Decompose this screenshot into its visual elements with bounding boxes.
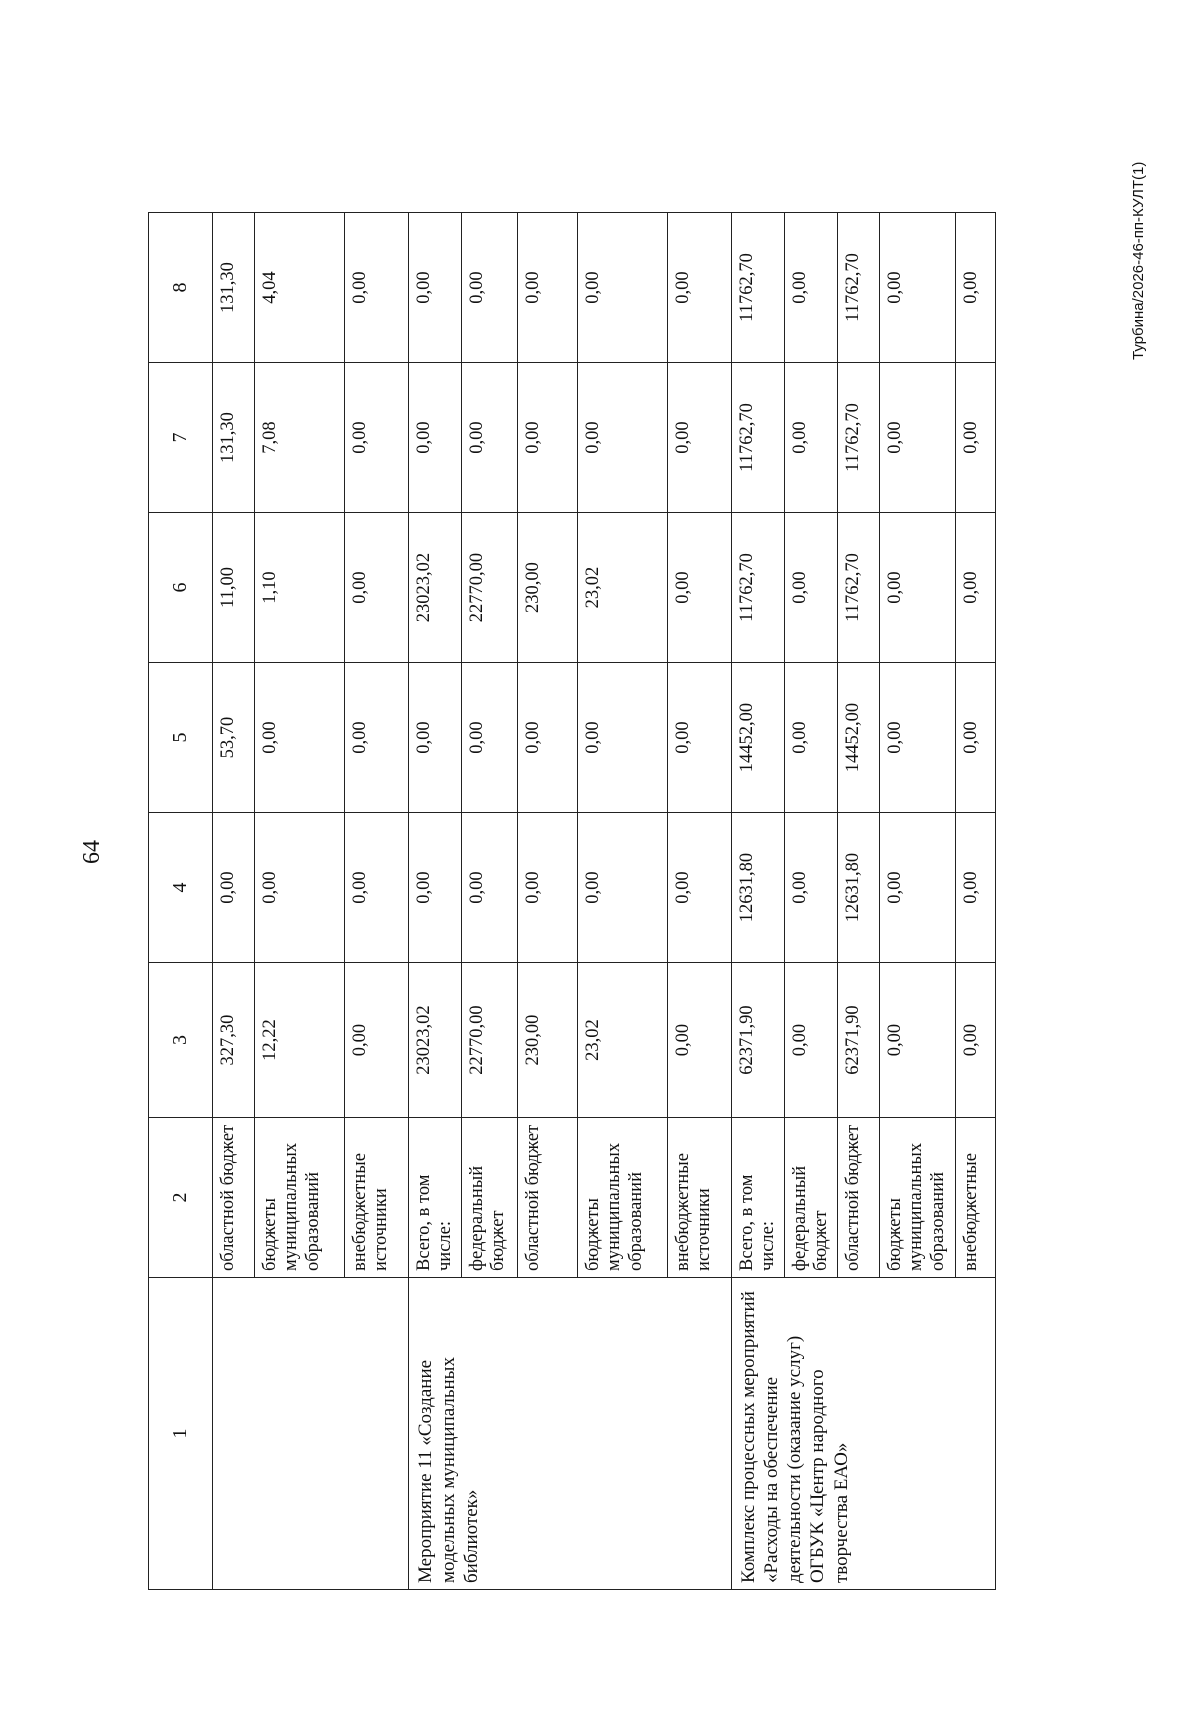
column-header-1: 1 bbox=[149, 1278, 213, 1590]
group-title-cell bbox=[213, 1278, 409, 1590]
amount-cell: 0,00 bbox=[784, 363, 837, 513]
document-code: Турбина/2026-46-пп-КУЛТ(1) bbox=[1130, 161, 1147, 360]
amount-cell: 0,00 bbox=[461, 663, 517, 813]
amount-cell: 62371,90 bbox=[837, 963, 879, 1118]
amount-cell: 14452,00 bbox=[837, 663, 879, 813]
amount-cell: 0,00 bbox=[517, 213, 577, 363]
amount-cell: 131,30 bbox=[213, 213, 255, 363]
amount-cell: 11,00 bbox=[213, 513, 255, 663]
amount-cell: 12,22 bbox=[255, 963, 345, 1118]
amount-cell: 0,00 bbox=[577, 663, 667, 813]
amount-cell: 0,00 bbox=[345, 363, 409, 513]
amount-cell: 4,04 bbox=[255, 213, 345, 363]
amount-cell: 23023,02 bbox=[409, 963, 462, 1118]
amount-cell: 0,00 bbox=[784, 213, 837, 363]
amount-cell: 23,02 bbox=[577, 963, 667, 1118]
amount-cell: 12631,80 bbox=[731, 813, 784, 963]
amount-cell: 0,00 bbox=[784, 513, 837, 663]
amount-cell: 11762,70 bbox=[837, 213, 879, 363]
funding-source-cell: бюджеты муниципальных образований bbox=[879, 1118, 955, 1278]
amount-cell: 0,00 bbox=[667, 813, 731, 963]
amount-cell: 0,00 bbox=[409, 663, 462, 813]
amount-cell: 0,00 bbox=[409, 363, 462, 513]
funding-source-cell: федеральный бюджет bbox=[784, 1118, 837, 1278]
column-header-7: 7 bbox=[149, 363, 213, 513]
amount-cell: 0,00 bbox=[784, 663, 837, 813]
amount-cell: 7,08 bbox=[255, 363, 345, 513]
amount-cell: 0,00 bbox=[667, 363, 731, 513]
amount-cell: 12631,80 bbox=[837, 813, 879, 963]
amount-cell: 0,00 bbox=[255, 813, 345, 963]
funding-source-cell: внебюджетные bbox=[955, 1118, 995, 1278]
amount-cell: 62371,90 bbox=[731, 963, 784, 1118]
amount-cell: 0,00 bbox=[955, 513, 995, 663]
table-row bbox=[731, 213, 784, 1590]
amount-cell: 0,00 bbox=[461, 213, 517, 363]
column-header-8: 8 bbox=[149, 213, 213, 363]
amount-cell: 11762,70 bbox=[837, 363, 879, 513]
amount-cell: 0,00 bbox=[955, 813, 995, 963]
amount-cell: 11762,70 bbox=[731, 363, 784, 513]
amount-cell: 0,00 bbox=[667, 513, 731, 663]
amount-cell: 1,10 bbox=[255, 513, 345, 663]
amount-cell: 0,00 bbox=[879, 813, 955, 963]
amount-cell: 0,00 bbox=[345, 813, 409, 963]
funding-source-cell: бюджеты муниципальных образований bbox=[255, 1118, 345, 1278]
funding-source-cell: областной бюджет bbox=[213, 1118, 255, 1278]
funding-source-cell: бюджеты муниципальных образований bbox=[577, 1118, 667, 1278]
funding-source-cell: Всего, в том числе: bbox=[409, 1118, 462, 1278]
amount-cell: 0,00 bbox=[879, 963, 955, 1118]
amount-cell: 0,00 bbox=[879, 213, 955, 363]
column-header-4: 4 bbox=[149, 813, 213, 963]
funding-source-cell: областной бюджет bbox=[837, 1118, 879, 1278]
amount-cell: 0,00 bbox=[255, 663, 345, 813]
amount-cell: 14452,00 bbox=[731, 663, 784, 813]
table-row bbox=[213, 213, 255, 1590]
amount-cell: 230,00 bbox=[517, 963, 577, 1118]
amount-cell: 0,00 bbox=[461, 813, 517, 963]
amount-cell: 0,00 bbox=[577, 813, 667, 963]
funding-source-cell: внебюджетные источники bbox=[345, 1118, 409, 1278]
funding-source-cell: федеральный бюджет bbox=[461, 1118, 517, 1278]
amount-cell: 22770,00 bbox=[461, 963, 517, 1118]
amount-cell: 0,00 bbox=[955, 363, 995, 513]
amount-cell: 0,00 bbox=[955, 663, 995, 813]
amount-cell: 53,70 bbox=[213, 663, 255, 813]
amount-cell: 22770,00 bbox=[461, 513, 517, 663]
amount-cell: 0,00 bbox=[577, 363, 667, 513]
amount-cell: 11762,70 bbox=[837, 513, 879, 663]
amount-cell: 0,00 bbox=[577, 213, 667, 363]
amount-cell: 0,00 bbox=[345, 963, 409, 1118]
amount-cell: 0,00 bbox=[879, 663, 955, 813]
page-number: 64 bbox=[79, 840, 105, 864]
amount-cell: 0,00 bbox=[667, 213, 731, 363]
amount-cell: 0,00 bbox=[784, 963, 837, 1118]
amount-cell: 0,00 bbox=[345, 513, 409, 663]
table-row bbox=[409, 213, 462, 1590]
amount-cell: 23,02 bbox=[577, 513, 667, 663]
amount-cell: 0,00 bbox=[784, 813, 837, 963]
amount-cell: 0,00 bbox=[461, 363, 517, 513]
amount-cell: 0,00 bbox=[879, 363, 955, 513]
column-header-6: 6 bbox=[149, 513, 213, 663]
funding-source-cell: внебюджетные источники bbox=[667, 1118, 731, 1278]
amount-cell: 0,00 bbox=[517, 663, 577, 813]
column-header-5: 5 bbox=[149, 663, 213, 813]
amount-cell: 0,00 bbox=[213, 813, 255, 963]
table-header-row bbox=[149, 213, 213, 1590]
amount-cell: 0,00 bbox=[409, 213, 462, 363]
budget-table bbox=[148, 212, 996, 1590]
amount-cell: 327,30 bbox=[213, 963, 255, 1118]
amount-cell: 11762,70 bbox=[731, 213, 784, 363]
amount-cell: 0,00 bbox=[345, 663, 409, 813]
amount-cell: 0,00 bbox=[955, 963, 995, 1118]
amount-cell: 0,00 bbox=[667, 663, 731, 813]
amount-cell: 0,00 bbox=[345, 213, 409, 363]
amount-cell: 0,00 bbox=[879, 513, 955, 663]
amount-cell: 0,00 bbox=[517, 813, 577, 963]
amount-cell: 0,00 bbox=[955, 213, 995, 363]
column-header-2: 2 bbox=[149, 1118, 213, 1278]
group-title-cell: Комплекс процессных мероприятий «Расходы на обеспечение деятельности (оказание услуг) ОГБУК «Центр народного творчества ЕАО» bbox=[731, 1278, 995, 1590]
amount-cell: 131,30 bbox=[213, 363, 255, 513]
amount-cell: 230,00 bbox=[517, 513, 577, 663]
amount-cell: 0,00 bbox=[667, 963, 731, 1118]
amount-cell: 0,00 bbox=[409, 813, 462, 963]
group-title-cell: Мероприятие 11 «Создание модельных муниципальных библиотек» bbox=[409, 1278, 732, 1590]
column-header-3: 3 bbox=[149, 963, 213, 1118]
funding-source-cell: Всего, в том числе: bbox=[731, 1118, 784, 1278]
amount-cell: 0,00 bbox=[517, 363, 577, 513]
amount-cell: 11762,70 bbox=[731, 513, 784, 663]
amount-cell: 23023,02 bbox=[409, 513, 462, 663]
funding-source-cell: областной бюджет bbox=[517, 1118, 577, 1278]
